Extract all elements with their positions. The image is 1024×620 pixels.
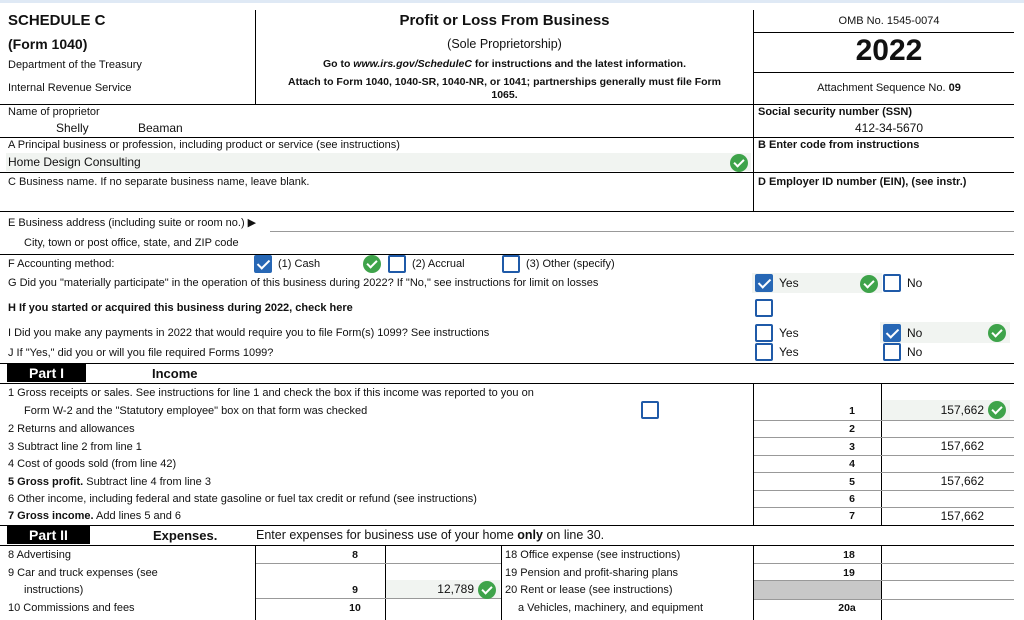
- proprietor-first-name[interactable]: Shelly: [56, 121, 89, 135]
- form-subtitle: (Sole Proprietorship): [447, 37, 562, 51]
- p2-num-10: 10: [349, 602, 361, 614]
- part2-header-bottom: [0, 545, 1014, 546]
- p2-right-row18: [754, 563, 1014, 564]
- proprietor-last-name[interactable]: Beaman: [138, 121, 183, 135]
- p2-num-19: 19: [843, 567, 855, 579]
- part1-top-line: [0, 363, 1014, 364]
- line-j-label: J If "Yes," did you or will you file required Forms 1099?: [8, 347, 274, 359]
- line5-value[interactable]: 157,662: [940, 474, 984, 488]
- line7-bold: 7 Gross income.: [8, 510, 94, 522]
- top-border: [0, 0, 1024, 3]
- schedule-title: SCHEDULE C: [8, 12, 106, 29]
- ssn-label: Social security number (SSN): [758, 106, 913, 118]
- line-g-label: G Did you "materially participate" in the operation of this business during 2022? If "No," see instructions for limit on losses: [8, 277, 599, 289]
- attach-line-1: Attach to Form 1040, 1040-SR, 1040-NR, or 1041; partnerships generally must file Form: [288, 76, 721, 88]
- other-method-checkbox[interactable]: [502, 255, 520, 273]
- omb-number: OMB No. 1545-0074: [838, 15, 940, 27]
- part1-title: Income: [152, 366, 198, 381]
- part2-note: [256, 528, 604, 542]
- part2-title: Expenses.: [153, 528, 218, 543]
- p1-row5-line: [754, 490, 1014, 491]
- p2-left-row9: [256, 598, 501, 599]
- p1-row6-line: [754, 507, 1014, 508]
- line2-label: 2 Returns and allowances: [8, 423, 135, 435]
- p1-num-5: 5: [849, 476, 855, 488]
- line19-label: 19 Pension and profit-sharing plans: [505, 567, 679, 579]
- form-number: (Form 1040): [8, 36, 88, 52]
- cash-checkbox[interactable]: [254, 255, 272, 273]
- ssn-value[interactable]: 412-34-5670: [854, 121, 924, 135]
- line-b-label: B Enter code from instructions: [758, 139, 920, 151]
- line-a-value[interactable]: Home Design Consulting: [8, 155, 141, 169]
- g-verified-icon: [860, 275, 878, 293]
- note-pre: Enter expenses for business use of your home: [256, 528, 518, 542]
- p1-num-4: 4: [849, 458, 855, 470]
- line10-label: 10 Commissions and fees: [8, 602, 135, 614]
- j-yes-checkbox[interactable]: [755, 343, 773, 361]
- line7-value[interactable]: 157,662: [940, 509, 984, 523]
- j-no-label: No: [907, 345, 923, 359]
- line-f-label: F Accounting method:: [8, 258, 115, 270]
- i-no-label: No: [907, 326, 923, 340]
- line-e-label: E Business address (including suite or room no.) ▶: [8, 217, 257, 229]
- p1-row3-line: [754, 455, 1014, 456]
- p2-left-col-c: [501, 546, 502, 620]
- line-i-label: I Did you make any payments in 2022 that would require you to file Form(s) 1099? See instructions: [8, 327, 490, 339]
- p2-num-9: 9: [352, 584, 358, 596]
- line18-label: 18 Office expense (see instructions): [505, 549, 681, 561]
- p1-num-7: 7: [849, 510, 855, 522]
- line5-bold: 5 Gross profit.: [8, 476, 84, 488]
- line1-label-a: 1 Gross receipts or sales. See instructions for line 1 and check the box if this income was reported to you on: [8, 387, 534, 399]
- line8-label: 8 Advertising: [8, 549, 71, 561]
- line-a-bottom: [0, 172, 1014, 173]
- g-yes-checkbox[interactable]: [755, 274, 773, 292]
- statutory-employee-checkbox[interactable]: [641, 401, 659, 419]
- p2-num-20a: 20a: [838, 602, 856, 614]
- p2-left-col-a: [255, 546, 256, 620]
- line7-rest: Add lines 5 and 6: [93, 510, 182, 522]
- g-yes-label: Yes: [779, 276, 799, 290]
- p1-row4-line: [754, 472, 1014, 473]
- line-h-label: H If you started or acquired this business during 2022, check here: [8, 302, 353, 314]
- h-checkbox[interactable]: [755, 299, 773, 317]
- line1-label-b: Form W-2 and the "Statutory employee" box on that form was checked: [24, 405, 368, 417]
- part2-top-line: [0, 525, 1014, 526]
- i-verified-icon: [988, 324, 1006, 342]
- line5-rest: Subtract line 4 from line 3: [83, 476, 211, 488]
- line9-verified-icon: [478, 581, 496, 599]
- part1-header-bottom: [0, 383, 1014, 384]
- year-underline: [754, 72, 1014, 73]
- tax-year: 2022: [855, 34, 923, 67]
- p1-num-3: 3: [849, 441, 855, 453]
- accrual-label: (2) Accrual: [412, 258, 465, 270]
- form-title: Profit or Loss From Business: [399, 12, 610, 29]
- j-yes-label: Yes: [779, 345, 799, 359]
- line9-label-a: 9 Car and truck expenses (see: [8, 567, 158, 579]
- j-no-checkbox[interactable]: [883, 343, 901, 361]
- line5-label: [8, 476, 211, 488]
- department: Department of the Treasury: [8, 59, 142, 71]
- p2-left-row8: [256, 563, 501, 564]
- line-d-label: D Employer ID number (EIN), (see instr.): [758, 176, 967, 188]
- p2-num-18: 18: [843, 549, 855, 561]
- header-bottom-line: [0, 104, 1014, 105]
- line-a-verified-icon: [730, 154, 748, 172]
- i-yes-checkbox[interactable]: [755, 324, 773, 342]
- other-method-label: (3) Other (specify): [526, 258, 615, 270]
- line-c-bottom: [0, 211, 1014, 212]
- line6-label: 6 Other income, including federal and state gasoline or fuel tax credit or refund (see instructions): [8, 493, 477, 505]
- line1-verified-icon: [988, 401, 1006, 419]
- note-post: on line 30.: [542, 528, 605, 542]
- proprietor-label: Name of proprietor: [8, 106, 100, 118]
- line20-label: 20 Rent or lease (see instructions): [505, 584, 673, 596]
- p1-num-6: 6: [849, 493, 855, 505]
- goto-pre: Go to: [322, 58, 354, 70]
- line20-grey-cell: [754, 581, 881, 599]
- line9-value[interactable]: 12,789: [437, 582, 474, 596]
- p1-num-1: 1: [849, 405, 855, 417]
- accrual-checkbox[interactable]: [388, 255, 406, 273]
- address-underline: [270, 231, 1014, 232]
- i-no-checkbox[interactable]: [883, 324, 901, 342]
- seq-pre: Attachment Sequence No.: [817, 82, 949, 94]
- part2-label: Part II: [7, 526, 90, 544]
- cash-verified-icon: [363, 255, 381, 273]
- p1-row1-line: [754, 420, 1014, 421]
- cash-label: (1) Cash: [278, 258, 321, 270]
- p2-num-8: 8: [352, 549, 358, 561]
- goto-instructions: [256, 58, 753, 70]
- p1-row2-line: [754, 437, 1014, 438]
- line7-label: [8, 510, 181, 522]
- line4-label: 4 Cost of goods sold (from line 42): [8, 458, 177, 470]
- irs-label: Internal Revenue Service: [8, 82, 132, 94]
- attachment-seq: [754, 82, 1024, 94]
- p1-num-2: 2: [849, 423, 855, 435]
- omb-underline: [754, 32, 1014, 33]
- note-only: only: [517, 528, 543, 542]
- line3-label: 3 Subtract line 2 from line 1: [8, 441, 142, 453]
- part1-label: Part I: [7, 364, 86, 382]
- g-no-checkbox[interactable]: [883, 274, 901, 292]
- attach-line-2: 1065.: [491, 89, 518, 101]
- line1-value[interactable]: 157,662: [940, 403, 984, 417]
- line-a-label: A Principal business or profession, including product or service (see instructions): [8, 139, 400, 151]
- proprietor-line: [0, 137, 1014, 138]
- line9-label-b: instructions): [24, 584, 84, 596]
- p2-right-row20: [754, 599, 1014, 600]
- line20a-label: a Vehicles, machinery, and equipment: [518, 602, 704, 614]
- i-yes-label: Yes: [779, 326, 799, 340]
- line-c-label: C Business name. If no separate business name, leave blank.: [8, 176, 310, 188]
- p2-right-col-b: [881, 546, 882, 620]
- city-label: City, town or post office, state, and ZIP code: [24, 237, 239, 249]
- goto-post: for instructions and the latest information.: [471, 58, 687, 70]
- goto-url[interactable]: www.irs.gov/ScheduleC: [353, 58, 472, 70]
- seq-no: 09: [948, 82, 961, 94]
- line3-value[interactable]: 157,662: [940, 439, 984, 453]
- g-no-label: No: [907, 276, 923, 290]
